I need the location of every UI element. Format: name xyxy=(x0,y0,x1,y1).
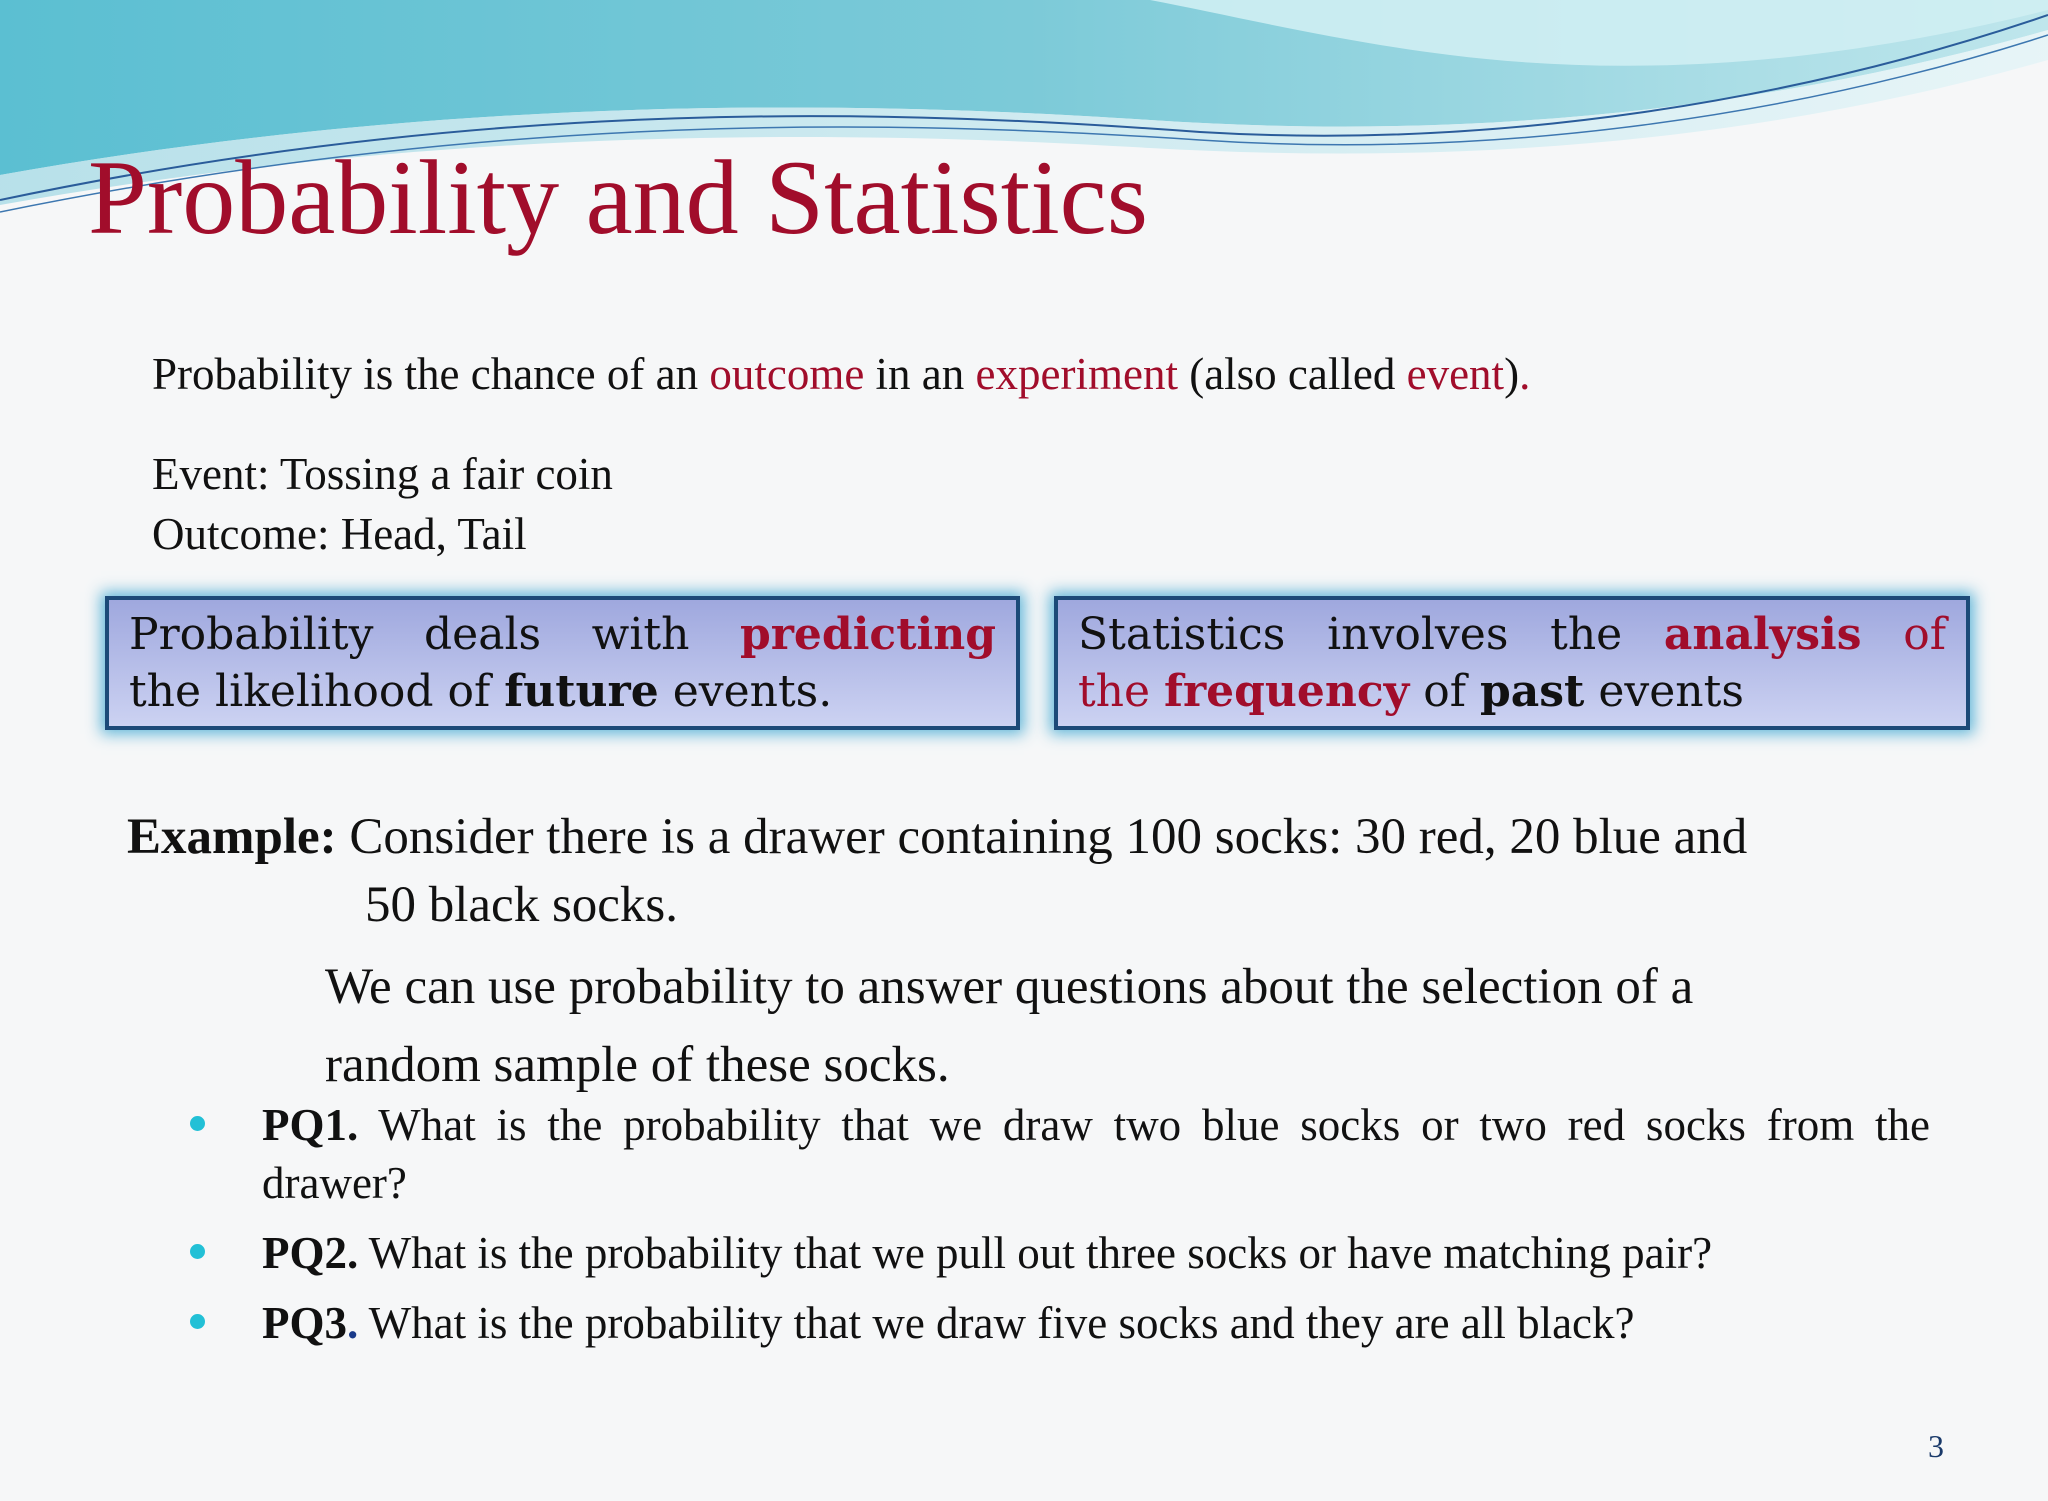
use-paragraph: We can use probability to answer questions about the selection of a random sample of these socks. xyxy=(325,959,1694,1093)
probability-box: Probability deals with predicting the likelihood of future events. xyxy=(105,596,1020,730)
slide-title: Probability and Statistics xyxy=(88,139,1148,256)
term-past: past xyxy=(1480,666,1585,717)
event-line: Event: Tossing a fair coin xyxy=(152,449,613,499)
outcome-line: Outcome: Head, Tail xyxy=(152,509,527,559)
list-item: PQ2. What is the probability that we pull out three socks or have matching pair? xyxy=(190,1224,1930,1282)
term-experiment: experiment xyxy=(975,349,1178,399)
statistics-box: Statistics involves the analysis of the frequency of past events xyxy=(1054,596,1970,730)
coin-example xyxy=(152,444,613,564)
bullet-icon xyxy=(190,1244,205,1259)
bullet-icon xyxy=(190,1314,205,1329)
example-label: Example: xyxy=(127,809,337,865)
term-frequency: frequency xyxy=(1164,666,1410,717)
page-number: 3 xyxy=(1928,1428,1944,1464)
list-item: PQ1. What is the probability that we draw two blue socks or two red socks from the drawer? xyxy=(190,1096,1930,1212)
term-future: future xyxy=(504,666,659,717)
term-event: event xyxy=(1406,349,1505,399)
list-item: PQ3. What is the probability that we draw five socks and they are all black? xyxy=(190,1294,1930,1352)
bullet-icon xyxy=(190,1116,205,1131)
term-analysis: analysis xyxy=(1663,609,1862,660)
term-outcome: outcome xyxy=(709,349,865,399)
probability-definition: Probability is the chance of an outcome in an experiment (also called event). xyxy=(152,349,1531,399)
example-paragraph: Example: Consider there is a drawer containing 100 socks: 30 red, 20 blue and 50 black socks. xyxy=(127,809,1748,933)
term-predicting: predicting xyxy=(739,609,996,660)
question-list xyxy=(190,1096,1930,1364)
